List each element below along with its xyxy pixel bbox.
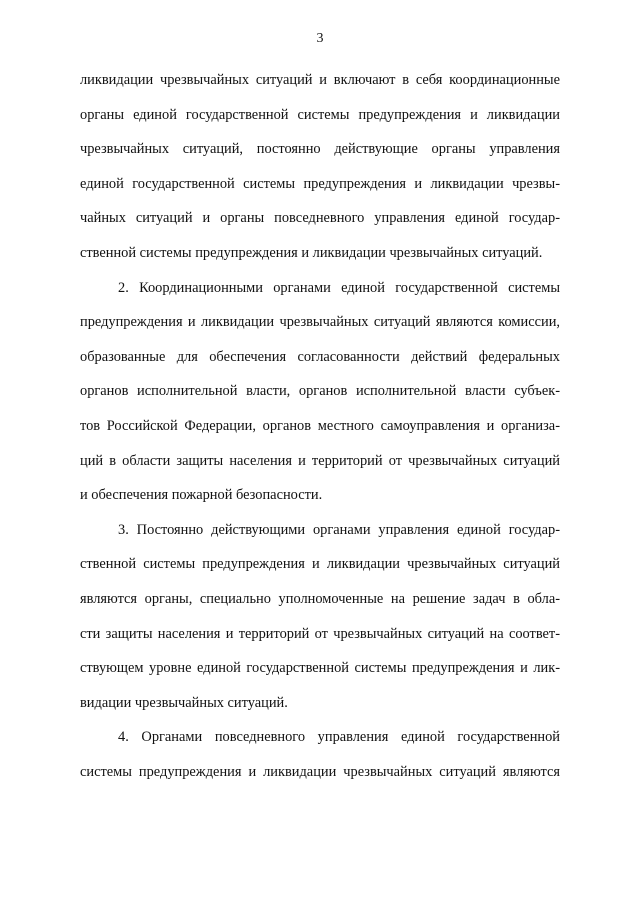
text-line: 4. Органами повседневного управления единой государственной: [118, 729, 560, 746]
text-line: системы предупреждения и ликвидации чрезвычайных ситуаций являются: [80, 763, 560, 780]
text-line: единой государственной системы предупреждения и ликвидации чрезвы-: [80, 175, 560, 192]
text-line: чрезвычайных ситуаций, постоянно действующие органы управления: [80, 141, 560, 158]
text-line: ственной системы предупреждения и ликвидации чрезвычайных ситуаций.: [80, 244, 543, 261]
text-line: тов Российской Федерации, органов местного самоуправления и организа-: [80, 417, 560, 434]
text-line: и обеспечения пожарной безопасности.: [80, 487, 323, 504]
text-line: видации чрезвычайных ситуаций.: [80, 694, 288, 711]
text-line: 3. Постоянно действующими органами управления единой государ-: [118, 521, 560, 538]
text-line: являются органы, специально уполномоченные на решение задач в обла-: [80, 590, 560, 607]
paragraph-continuation: [80, 63, 560, 271]
text-line: образованные для обеспечения согласованности действий федеральных: [80, 348, 560, 365]
text-line: сти защиты населения и территорий от чрезвычайных ситуаций на соответ-: [80, 625, 560, 642]
text-line: органов исполнительной власти, органов исполнительной власти субъек-: [80, 383, 560, 400]
text-line: ций в области защиты населения и территорий от чрезвычайных ситуаций: [80, 452, 560, 469]
text-line: чайных ситуаций и органы повседневного управления единой государ-: [80, 210, 560, 227]
text-line: ственной системы предупреждения и ликвидации чрезвычайных ситуаций: [80, 556, 560, 573]
text-line: органы единой государственной системы предупреждения и ликвидации: [80, 106, 560, 123]
text-line: ствующем уровне единой государственной системы предупреждения и лик-: [80, 660, 560, 677]
paragraph-item-2: [80, 271, 560, 513]
text-line: 2. Координационными органами единой государственной системы: [118, 279, 560, 296]
document-body: [80, 63, 560, 789]
page-number: 3: [316, 31, 324, 46]
text-line: ликвидации чрезвычайных ситуаций и включают в себя координационные: [80, 72, 560, 88]
paragraph-item-4: [80, 720, 560, 789]
text-line: предупреждения и ликвидации чрезвычайных ситуаций являются комиссии,: [80, 314, 560, 331]
paragraph-item-3: [80, 513, 560, 721]
